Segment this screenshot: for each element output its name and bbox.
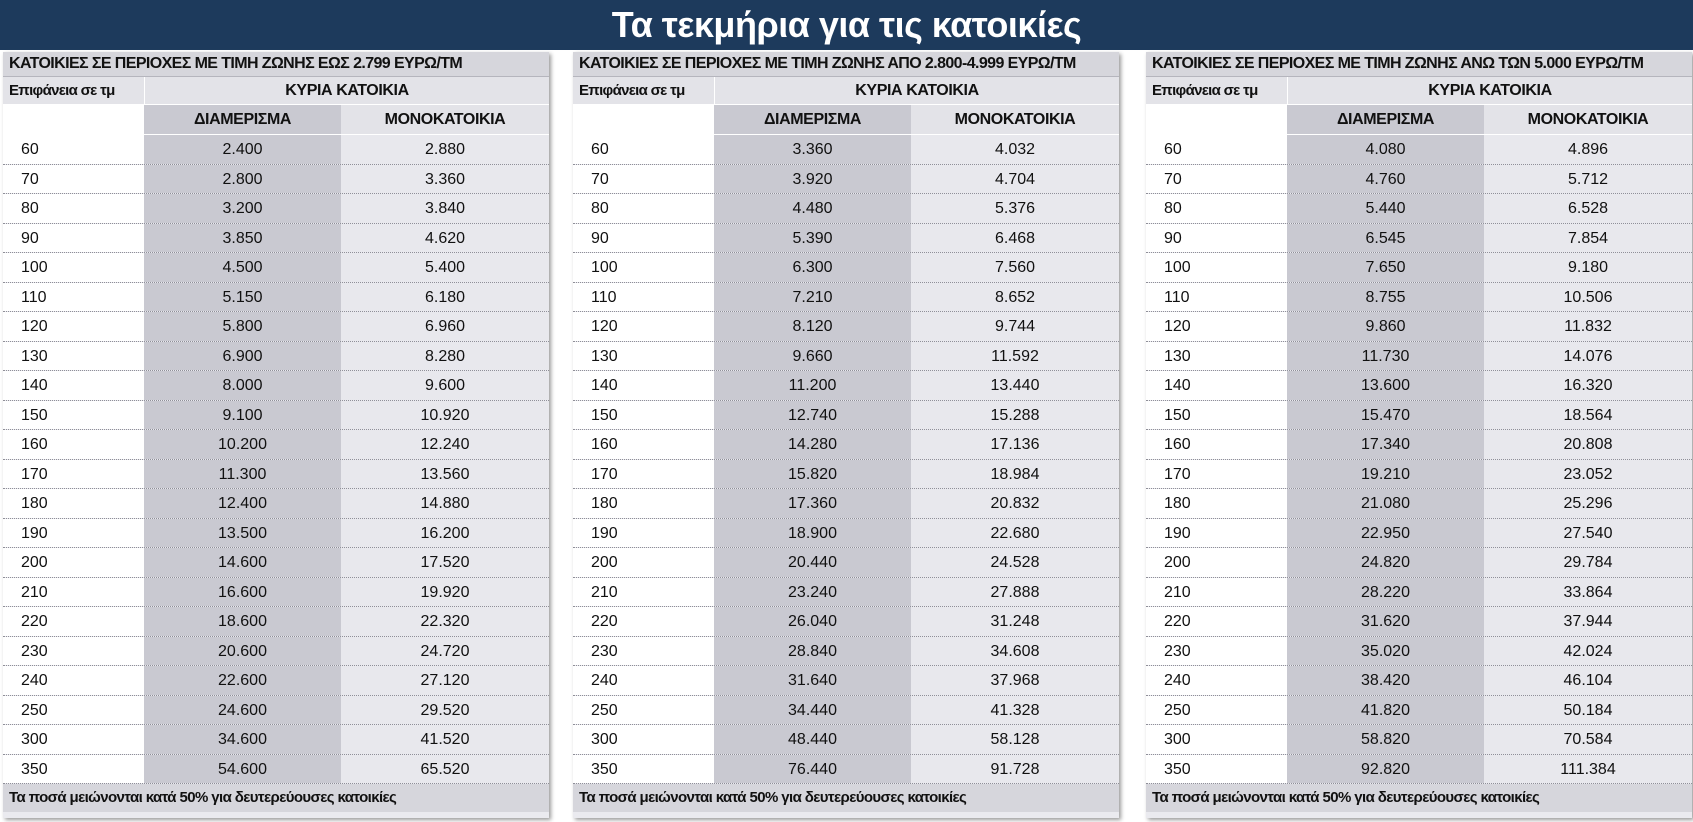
table-row — [573, 755, 1119, 785]
page-title: Τα τεκμήρια για τις κατοικίες — [0, 0, 1693, 50]
area-cell: 60 — [3, 135, 144, 164]
house-value-cell: 27.888 — [911, 578, 1119, 607]
apartment-value-cell: 5.800 — [144, 312, 341, 341]
header-row — [3, 77, 549, 105]
house-value-cell: 4.896 — [1484, 135, 1692, 164]
house-value-cell: 15.288 — [911, 401, 1119, 430]
table-row — [1146, 194, 1692, 224]
house-value-cell: 31.248 — [911, 607, 1119, 636]
table-row — [1146, 253, 1692, 283]
apartment-value-cell: 19.210 — [1287, 460, 1484, 489]
table-row — [573, 519, 1119, 549]
house-value-cell: 5.376 — [911, 194, 1119, 223]
house-value-cell: 6.528 — [1484, 194, 1692, 223]
apartment-value-cell: 18.600 — [144, 607, 341, 636]
table-row — [1146, 548, 1692, 578]
table-row — [1146, 283, 1692, 313]
house-value-cell: 33.864 — [1484, 578, 1692, 607]
area-cell: 220 — [3, 607, 144, 636]
house-value-cell: 27.540 — [1484, 519, 1692, 548]
house-column-header: ΜΟΝΟΚΑΤΟΙΚΙΑ — [911, 105, 1119, 135]
table-row — [3, 224, 549, 254]
house-value-cell: 9.744 — [911, 312, 1119, 341]
area-cell: 130 — [1146, 342, 1287, 371]
house-value-cell: 91.728 — [911, 755, 1119, 784]
house-value-cell: 24.720 — [341, 637, 549, 666]
apartment-value-cell: 12.740 — [714, 401, 911, 430]
apartment-column-header: ΔΙΑΜΕΡΙΣΜΑ — [144, 105, 341, 135]
table-row — [1146, 725, 1692, 755]
area-cell: 90 — [3, 224, 144, 253]
area-cell: 140 — [3, 371, 144, 400]
table-row — [3, 342, 549, 372]
apartment-value-cell: 22.600 — [144, 666, 341, 695]
apartment-value-cell: 12.400 — [144, 489, 341, 518]
apartment-value-cell: 54.600 — [144, 755, 341, 784]
apartment-value-cell: 4.480 — [714, 194, 911, 223]
table-row — [3, 194, 549, 224]
apartment-value-cell: 4.760 — [1287, 165, 1484, 194]
table-row — [3, 489, 549, 519]
apartment-value-cell: 16.600 — [144, 578, 341, 607]
area-cell: 200 — [3, 548, 144, 577]
area-cell: 110 — [1146, 283, 1287, 312]
apartment-value-cell: 11.200 — [714, 371, 911, 400]
main-residence-header: ΚΥΡΙΑ ΚΑΤΟΙΚΙΑ — [1287, 77, 1692, 104]
house-value-cell: 34.608 — [911, 637, 1119, 666]
area-cell: 70 — [3, 165, 144, 194]
house-value-cell: 8.280 — [341, 342, 549, 371]
area-cell: 240 — [3, 666, 144, 695]
apartment-value-cell: 24.820 — [1287, 548, 1484, 577]
table-panel-mid-zone — [573, 52, 1119, 818]
subheader-blank — [1146, 105, 1287, 135]
house-value-cell: 6.468 — [911, 224, 1119, 253]
table-row — [1146, 666, 1692, 696]
area-cell: 140 — [1146, 371, 1287, 400]
table-row — [573, 696, 1119, 726]
area-cell: 230 — [1146, 637, 1287, 666]
table-row — [1146, 224, 1692, 254]
area-cell: 60 — [573, 135, 714, 164]
house-value-cell: 41.328 — [911, 696, 1119, 725]
table-row — [573, 253, 1119, 283]
house-value-cell: 20.808 — [1484, 430, 1692, 459]
house-value-cell: 65.520 — [341, 755, 549, 784]
apartment-value-cell: 11.730 — [1287, 342, 1484, 371]
header-row — [1146, 77, 1692, 105]
header-row — [573, 77, 1119, 105]
area-cell: 100 — [1146, 253, 1287, 282]
area-cell: 70 — [573, 165, 714, 194]
table-row — [1146, 460, 1692, 490]
area-cell: 300 — [3, 725, 144, 754]
area-cell: 150 — [3, 401, 144, 430]
area-cell: 250 — [1146, 696, 1287, 725]
table-body — [3, 135, 549, 784]
table-row — [1146, 165, 1692, 195]
table-row — [573, 666, 1119, 696]
table-row — [1146, 489, 1692, 519]
house-value-cell: 10.920 — [341, 401, 549, 430]
house-column-header: ΜΟΝΟΚΑΤΟΙΚΙΑ — [341, 105, 549, 135]
table-body — [573, 135, 1119, 784]
apartment-value-cell: 14.600 — [144, 548, 341, 577]
area-cell: 350 — [3, 755, 144, 784]
panel-title: ΚΑΤΟΙΚΙΕΣ ΣΕ ΠΕΡΙΟΧΕΣ ΜΕ ΤΙΜΗ ΖΩΝΗΣ ΑΠΟ 2.800-4.999 ΕΥΡΩ/ΤΜ — [573, 52, 1119, 77]
table-row — [3, 725, 549, 755]
area-cell: 160 — [1146, 430, 1287, 459]
area-cell: 230 — [3, 637, 144, 666]
apartment-value-cell: 4.500 — [144, 253, 341, 282]
house-value-cell: 19.920 — [341, 578, 549, 607]
house-value-cell: 14.076 — [1484, 342, 1692, 371]
table-row — [573, 430, 1119, 460]
area-cell: 130 — [573, 342, 714, 371]
table-row — [3, 312, 549, 342]
area-cell: 220 — [1146, 607, 1287, 636]
table-row — [3, 371, 549, 401]
footnote: Τα ποσά μειώνονται κατά 50% για δευτερεύουσες κατοικίες — [573, 784, 1119, 812]
apartment-value-cell: 3.850 — [144, 224, 341, 253]
house-value-cell: 41.520 — [341, 725, 549, 754]
table-row — [3, 755, 549, 785]
area-cell: 160 — [573, 430, 714, 459]
panel-title: ΚΑΤΟΙΚΙΕΣ ΣΕ ΠΕΡΙΟΧΕΣ ΜΕ ΤΙΜΗ ΖΩΝΗΣ ΑΝΩ ΤΩΝ 5.000 ΕΥΡΩ/ΤΜ — [1146, 52, 1692, 77]
apartment-value-cell: 5.440 — [1287, 194, 1484, 223]
subheader-row — [573, 105, 1119, 135]
area-cell: 140 — [573, 371, 714, 400]
apartment-column-header: ΔΙΑΜΕΡΙΣΜΑ — [714, 105, 911, 135]
house-value-cell: 14.880 — [341, 489, 549, 518]
house-value-cell: 13.560 — [341, 460, 549, 489]
area-cell: 130 — [3, 342, 144, 371]
apartment-value-cell: 2.400 — [144, 135, 341, 164]
house-value-cell: 10.506 — [1484, 283, 1692, 312]
area-cell: 170 — [1146, 460, 1287, 489]
house-value-cell: 3.840 — [341, 194, 549, 223]
table-row — [573, 578, 1119, 608]
house-value-cell: 58.128 — [911, 725, 1119, 754]
apartment-value-cell: 38.420 — [1287, 666, 1484, 695]
apartment-value-cell: 14.280 — [714, 430, 911, 459]
area-cell: 190 — [573, 519, 714, 548]
table-row — [3, 666, 549, 696]
house-value-cell: 111.384 — [1484, 755, 1692, 784]
house-value-cell: 17.520 — [341, 548, 549, 577]
panel-title: ΚΑΤΟΙΚΙΕΣ ΣΕ ΠΕΡΙΟΧΕΣ ΜΕ ΤΙΜΗ ΖΩΝΗΣ ΕΩΣ 2.799 ΕΥΡΩ/ΤΜ — [3, 52, 549, 77]
area-cell: 350 — [1146, 755, 1287, 784]
house-value-cell: 42.024 — [1484, 637, 1692, 666]
table-row — [573, 607, 1119, 637]
apartment-value-cell: 13.600 — [1287, 371, 1484, 400]
table-row — [1146, 607, 1692, 637]
house-value-cell: 16.200 — [341, 519, 549, 548]
house-value-cell: 25.296 — [1484, 489, 1692, 518]
apartment-value-cell: 10.200 — [144, 430, 341, 459]
table-row — [3, 430, 549, 460]
apartment-value-cell: 92.820 — [1287, 755, 1484, 784]
apartment-value-cell: 9.660 — [714, 342, 911, 371]
table-row — [3, 401, 549, 431]
table-row — [3, 548, 549, 578]
area-cell: 120 — [3, 312, 144, 341]
table-panel-high-zone — [1146, 52, 1692, 818]
area-column-header: Επιφάνεια σε τμ — [573, 77, 714, 104]
apartment-value-cell: 21.080 — [1287, 489, 1484, 518]
house-value-cell: 5.400 — [341, 253, 549, 282]
house-value-cell: 4.620 — [341, 224, 549, 253]
table-row — [573, 401, 1119, 431]
table-row — [573, 548, 1119, 578]
area-cell: 300 — [1146, 725, 1287, 754]
house-value-cell: 22.680 — [911, 519, 1119, 548]
apartment-value-cell: 34.440 — [714, 696, 911, 725]
apartment-value-cell: 20.600 — [144, 637, 341, 666]
area-cell: 250 — [3, 696, 144, 725]
area-cell: 80 — [573, 194, 714, 223]
area-cell: 110 — [3, 283, 144, 312]
table-row — [573, 224, 1119, 254]
area-cell: 160 — [3, 430, 144, 459]
house-value-cell: 7.560 — [911, 253, 1119, 282]
table-row — [1146, 135, 1692, 165]
table-row — [573, 371, 1119, 401]
area-cell: 180 — [1146, 489, 1287, 518]
area-cell: 200 — [573, 548, 714, 577]
area-cell: 60 — [1146, 135, 1287, 164]
table-row — [1146, 371, 1692, 401]
apartment-value-cell: 31.620 — [1287, 607, 1484, 636]
table-row — [3, 283, 549, 313]
table-row — [3, 519, 549, 549]
table-row — [573, 637, 1119, 667]
area-cell: 210 — [3, 578, 144, 607]
apartment-value-cell: 48.440 — [714, 725, 911, 754]
area-cell: 210 — [573, 578, 714, 607]
apartment-value-cell: 2.800 — [144, 165, 341, 194]
area-cell: 250 — [573, 696, 714, 725]
apartment-value-cell: 17.340 — [1287, 430, 1484, 459]
area-column-header: Επιφάνεια σε τμ — [1146, 77, 1287, 104]
table-row — [3, 253, 549, 283]
house-value-cell: 5.712 — [1484, 165, 1692, 194]
area-cell: 170 — [573, 460, 714, 489]
house-column-header: ΜΟΝΟΚΑΤΟΙΚΙΑ — [1484, 105, 1692, 135]
table-row — [573, 460, 1119, 490]
house-value-cell: 11.592 — [911, 342, 1119, 371]
apartment-value-cell: 3.360 — [714, 135, 911, 164]
table-row — [3, 637, 549, 667]
house-value-cell: 16.320 — [1484, 371, 1692, 400]
table-row — [1146, 696, 1692, 726]
apartment-value-cell: 22.950 — [1287, 519, 1484, 548]
house-value-cell: 17.136 — [911, 430, 1119, 459]
apartment-value-cell: 3.200 — [144, 194, 341, 223]
apartment-value-cell: 76.440 — [714, 755, 911, 784]
area-cell: 150 — [573, 401, 714, 430]
house-value-cell: 3.360 — [341, 165, 549, 194]
apartment-value-cell: 26.040 — [714, 607, 911, 636]
area-cell: 190 — [1146, 519, 1287, 548]
apartment-value-cell: 3.920 — [714, 165, 911, 194]
table-row — [3, 165, 549, 195]
apartment-value-cell: 7.210 — [714, 283, 911, 312]
area-cell: 100 — [573, 253, 714, 282]
table-row — [3, 135, 549, 165]
main-residence-header: ΚΥΡΙΑ ΚΑΤΟΙΚΙΑ — [144, 77, 549, 104]
apartment-value-cell: 20.440 — [714, 548, 911, 577]
apartment-value-cell: 7.650 — [1287, 253, 1484, 282]
area-cell: 120 — [573, 312, 714, 341]
house-value-cell: 50.184 — [1484, 696, 1692, 725]
house-value-cell: 13.440 — [911, 371, 1119, 400]
table-row — [1146, 430, 1692, 460]
table-row — [3, 578, 549, 608]
apartment-value-cell: 15.470 — [1287, 401, 1484, 430]
apartment-value-cell: 9.100 — [144, 401, 341, 430]
area-cell: 200 — [1146, 548, 1287, 577]
apartment-value-cell: 18.900 — [714, 519, 911, 548]
house-value-cell: 29.520 — [341, 696, 549, 725]
area-cell: 240 — [1146, 666, 1287, 695]
table-row — [3, 607, 549, 637]
subheader-row — [3, 105, 549, 135]
apartment-value-cell: 28.840 — [714, 637, 911, 666]
area-cell: 120 — [1146, 312, 1287, 341]
table-body — [1146, 135, 1692, 784]
house-value-cell: 70.584 — [1484, 725, 1692, 754]
table-row — [1146, 312, 1692, 342]
apartment-value-cell: 17.360 — [714, 489, 911, 518]
house-value-cell: 27.120 — [341, 666, 549, 695]
house-value-cell: 12.240 — [341, 430, 549, 459]
apartment-value-cell: 5.390 — [714, 224, 911, 253]
area-cell: 90 — [1146, 224, 1287, 253]
area-cell: 180 — [3, 489, 144, 518]
area-cell: 80 — [1146, 194, 1287, 223]
apartment-value-cell: 34.600 — [144, 725, 341, 754]
area-cell: 70 — [1146, 165, 1287, 194]
house-value-cell: 29.784 — [1484, 548, 1692, 577]
apartment-value-cell: 23.240 — [714, 578, 911, 607]
table-row — [1146, 637, 1692, 667]
house-value-cell: 46.104 — [1484, 666, 1692, 695]
house-value-cell: 8.652 — [911, 283, 1119, 312]
area-cell: 350 — [573, 755, 714, 784]
area-cell: 190 — [3, 519, 144, 548]
area-cell: 220 — [573, 607, 714, 636]
apartment-value-cell: 4.080 — [1287, 135, 1484, 164]
table-row — [573, 342, 1119, 372]
area-cell: 100 — [3, 253, 144, 282]
apartment-value-cell: 8.120 — [714, 312, 911, 341]
table-row — [1146, 519, 1692, 549]
table-row — [1146, 755, 1692, 785]
house-value-cell: 7.854 — [1484, 224, 1692, 253]
table-row — [1146, 342, 1692, 372]
table-row — [3, 460, 549, 490]
area-cell: 230 — [573, 637, 714, 666]
apartment-value-cell: 15.820 — [714, 460, 911, 489]
main-residence-header: ΚΥΡΙΑ ΚΑΤΟΙΚΙΑ — [714, 77, 1119, 104]
house-value-cell: 4.032 — [911, 135, 1119, 164]
apartment-value-cell: 5.150 — [144, 283, 341, 312]
house-value-cell: 23.052 — [1484, 460, 1692, 489]
house-value-cell: 20.832 — [911, 489, 1119, 518]
house-value-cell: 9.180 — [1484, 253, 1692, 282]
apartment-value-cell: 6.300 — [714, 253, 911, 282]
house-value-cell: 11.832 — [1484, 312, 1692, 341]
apartment-value-cell: 35.020 — [1287, 637, 1484, 666]
table-row — [573, 489, 1119, 519]
table-row — [573, 283, 1119, 313]
area-cell: 240 — [573, 666, 714, 695]
area-column-header: Επιφάνεια σε τμ — [3, 77, 144, 104]
apartment-value-cell: 9.860 — [1287, 312, 1484, 341]
house-value-cell: 9.600 — [341, 371, 549, 400]
area-cell: 170 — [3, 460, 144, 489]
house-value-cell: 18.564 — [1484, 401, 1692, 430]
apartment-value-cell: 6.900 — [144, 342, 341, 371]
house-value-cell: 22.320 — [341, 607, 549, 636]
table-row — [573, 165, 1119, 195]
area-cell: 80 — [3, 194, 144, 223]
house-value-cell: 37.968 — [911, 666, 1119, 695]
apartment-value-cell: 6.545 — [1287, 224, 1484, 253]
table-row — [573, 194, 1119, 224]
apartment-value-cell: 8.755 — [1287, 283, 1484, 312]
subheader-blank — [3, 105, 144, 135]
table-row — [573, 725, 1119, 755]
area-cell: 180 — [573, 489, 714, 518]
apartment-value-cell: 58.820 — [1287, 725, 1484, 754]
area-cell: 90 — [573, 224, 714, 253]
apartment-value-cell: 11.300 — [144, 460, 341, 489]
footnote: Τα ποσά μειώνονται κατά 50% για δευτερεύουσες κατοικίες — [1146, 784, 1692, 812]
table-panel-low-zone — [3, 52, 549, 818]
apartment-value-cell: 31.640 — [714, 666, 911, 695]
apartment-column-header: ΔΙΑΜΕΡΙΣΜΑ — [1287, 105, 1484, 135]
house-value-cell: 6.960 — [341, 312, 549, 341]
house-value-cell: 24.528 — [911, 548, 1119, 577]
table-row — [3, 696, 549, 726]
house-value-cell: 2.880 — [341, 135, 549, 164]
area-cell: 150 — [1146, 401, 1287, 430]
apartment-value-cell: 24.600 — [144, 696, 341, 725]
apartment-value-cell: 8.000 — [144, 371, 341, 400]
apartment-value-cell: 28.220 — [1287, 578, 1484, 607]
table-row — [1146, 578, 1692, 608]
house-value-cell: 4.704 — [911, 165, 1119, 194]
area-cell: 210 — [1146, 578, 1287, 607]
apartment-value-cell: 41.820 — [1287, 696, 1484, 725]
subheader-blank — [573, 105, 714, 135]
house-value-cell: 6.180 — [341, 283, 549, 312]
house-value-cell: 18.984 — [911, 460, 1119, 489]
table-row — [573, 312, 1119, 342]
subheader-row — [1146, 105, 1692, 135]
area-cell: 300 — [573, 725, 714, 754]
house-value-cell: 37.944 — [1484, 607, 1692, 636]
footnote: Τα ποσά μειώνονται κατά 50% για δευτερεύουσες κατοικίες — [3, 784, 549, 812]
area-cell: 110 — [573, 283, 714, 312]
table-row — [1146, 401, 1692, 431]
table-row — [573, 135, 1119, 165]
apartment-value-cell: 13.500 — [144, 519, 341, 548]
